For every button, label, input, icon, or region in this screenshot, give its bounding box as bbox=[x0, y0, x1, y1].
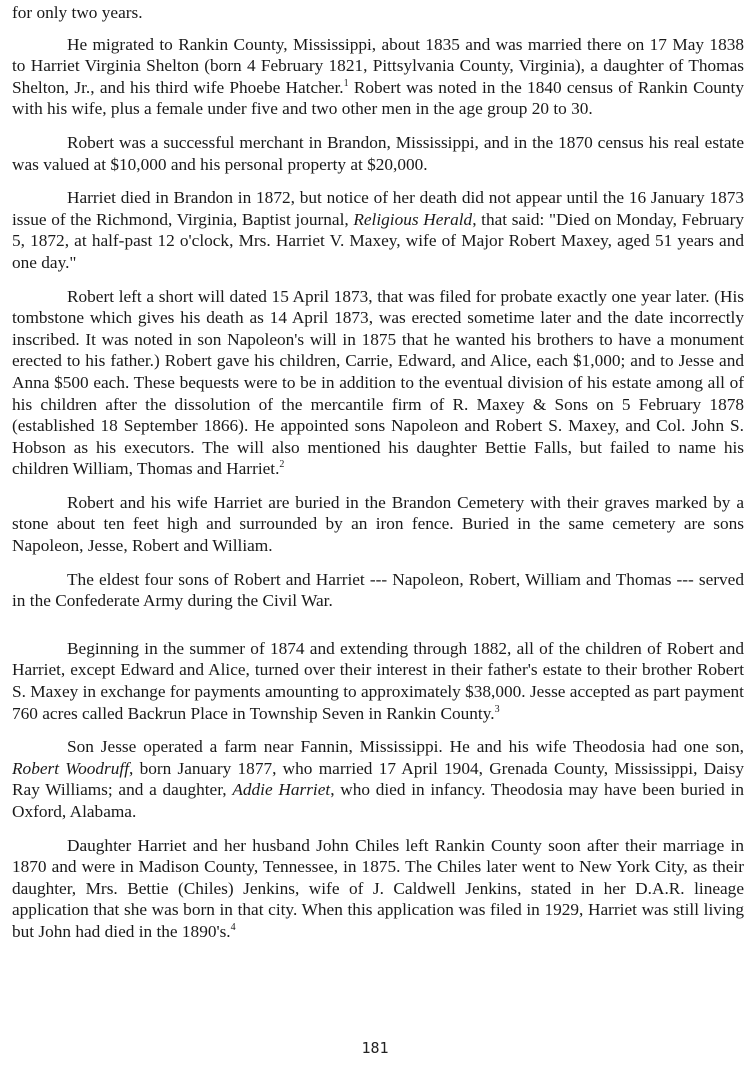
paragraph-will bbox=[12, 286, 744, 480]
paragraph-harriet-death bbox=[12, 187, 744, 273]
paragraph-text: for only two years. bbox=[12, 3, 143, 22]
person-name: Addie Harriet bbox=[232, 780, 331, 800]
document-page bbox=[12, 2, 744, 955]
paragraph-text: Daughter Harriet and her husband John Chiles left Rankin County soon after their marriage in 1870 and were in Madison County, Tennessee, in 1875. The Chiles later went to New York City, as their daughter, Mrs. Bettie (Chiles) Jenkins, wife of J. Caldwell Jenkins, stated in her D.A.R. lineage application that she was born in that city. When this application was filed in 1929, Harriet was still living but John had died in the 1890's. bbox=[12, 835, 744, 941]
paragraph-continued bbox=[12, 2, 744, 24]
paragraph-estate bbox=[12, 638, 744, 724]
paragraph-text: Robert was a successful merchant in Brandon, Mississippi, and in the 1870 census his real estate was valued at $10,000 and his personal property at $20,000. bbox=[12, 132, 744, 174]
person-name: Robert Woodruff bbox=[12, 758, 129, 778]
paragraph-harriet-chiles bbox=[12, 835, 744, 943]
paragraph-burial bbox=[12, 492, 744, 557]
paragraph-jesse bbox=[12, 736, 744, 822]
page-number: 181 bbox=[361, 1039, 389, 1057]
paragraph-text: Robert and his wife Harriet are buried in the Brandon Cemetery with their graves marked by a stone about ten feet high and surrounded by an iron fence. Buried in the same cemetery are sons Napoleon, Jesse, Robert and William. bbox=[12, 492, 744, 556]
paragraph-text: Harriet died in Brandon in 1872, but notice of her death did not appear until the 16 January 1873 issue of the Richmond, Virginia, Baptist journal, bbox=[12, 188, 744, 229]
paragraph-text: Robert was noted in the 1840 census of Rankin County with his wife, plus a female under five and two other men in the age group 20 to 30. bbox=[12, 77, 744, 119]
paragraph-text: , that said: "Died on Monday, February 5, 1872, at half-past 12 o'clock, Mrs. Harriet V. Maxey, wife of Major Robert Maxey, aged 51 years and one day." bbox=[12, 209, 744, 272]
footnote-marker: 4 bbox=[230, 921, 236, 933]
paragraph-migration bbox=[12, 34, 744, 120]
paragraph-text: He migrated to Rankin County, Mississippi, about 1835 and was married there on 17 May 1838 to Harriet Virginia Shelton (born 4 February 1821, Pittsylvania County, Virginia), a daughter of Thomas Shelton, Jr., and his third wife Phoebe Hatcher. bbox=[12, 34, 744, 97]
footnote-marker: 2 bbox=[279, 459, 285, 471]
paragraph-text: Robert left a short will dated 15 April 1873, that was filed for probate exactly one year later. (His tombstone which gives his death as 14 April 1873, was erected sometime later and the date incorrectly inscribed. It was noted in son Napoleon's will in 1875 that he wanted his brothers to have a monument erected to his father.) Robert gave his children, Carrie, Edward, and Alice, each $1,000; and to Jesse and Anna $500 each. These bequests were to be in addition to the eventual division of his estate among all of his children after the dissolution of the mercantile firm of R. Maxey & Sons on 5 February 1878 (established 18 September 1866). He appointed sons Napoleon and Robert S. Maxey, and Col. John S. Hobson as his executors. The will also mentioned his daughter Bettie Falls, but failed to name his children William, Thomas and Harriet. bbox=[12, 286, 744, 479]
paragraph-text: Son Jesse operated a farm near Fannin, Mississippi. He and his wife Theodosia had one son, bbox=[67, 737, 744, 757]
paragraph-text: , who died in infancy. Theodosia may have been buried in Oxford, Alabama. bbox=[12, 780, 744, 821]
paragraph-civil-war bbox=[12, 569, 744, 612]
paragraph-text: Beginning in the summer of 1874 and extending through 1882, all of the children of Robert and Harriet, except Edward and Alice, turned over their interest in their father's estate to their brother Robert S. Maxey in exchange for payments amounting to approximately $38,000. Jesse accepted as part payment 760 acres called Backrun Place in Township Seven in Rankin County. bbox=[12, 638, 744, 723]
paragraph-merchant bbox=[12, 132, 744, 175]
paragraph-text: The eldest four sons of Robert and Harriet --- Napoleon, Robert, William and Thomas --- served in the Confederate Army during the Civil War. bbox=[12, 569, 744, 611]
footnote-marker: 3 bbox=[494, 703, 500, 715]
footnote-marker: 1 bbox=[343, 77, 349, 89]
journal-title: Religious Herald bbox=[353, 209, 473, 229]
paragraph-text: , born January 1877, who married 17 April 1904, Grenada County, Mississippi, Daisy Ray Williams; and a daughter, bbox=[12, 758, 744, 800]
